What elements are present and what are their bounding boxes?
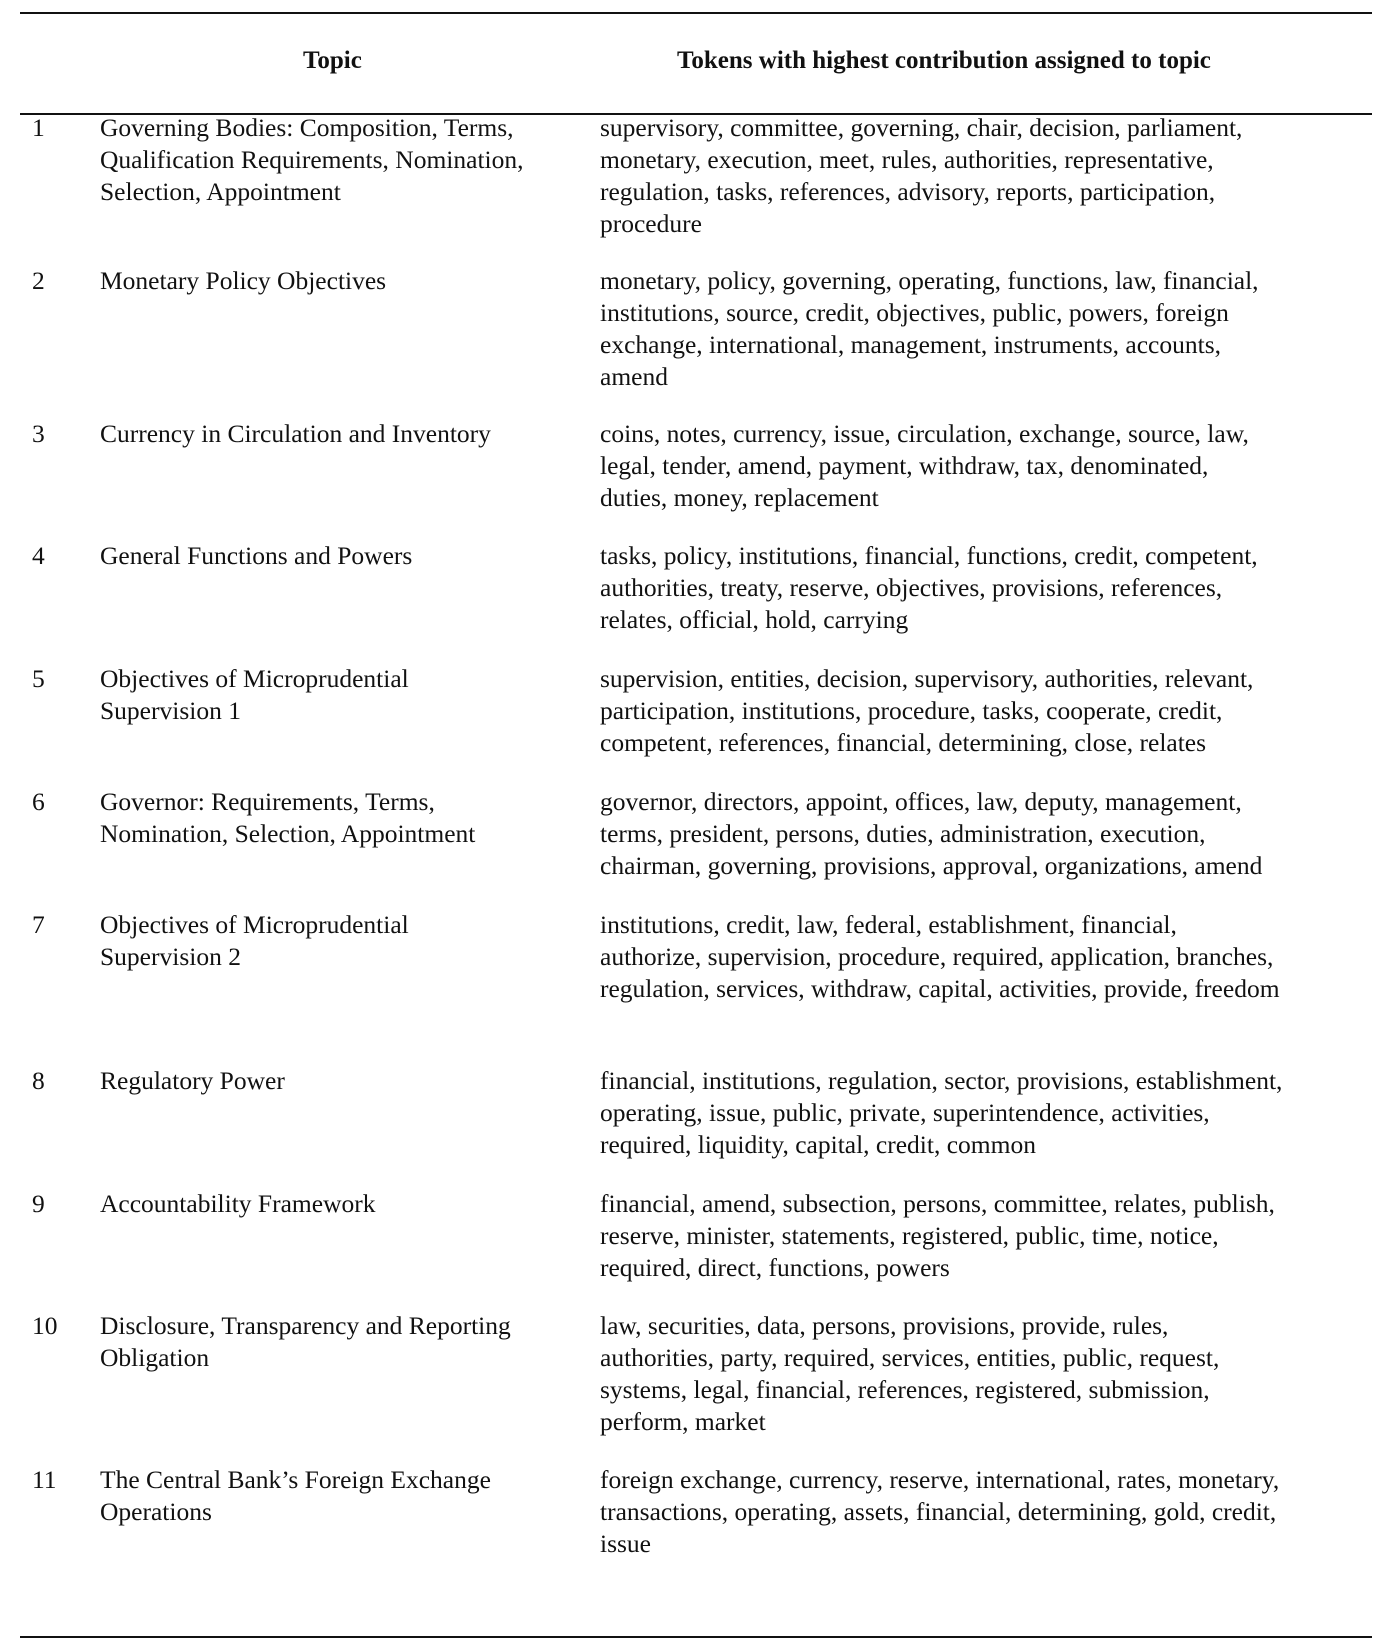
topic-number: 11 [32, 1465, 57, 1494]
topic-name: General Functions and Powers [100, 541, 413, 570]
topic-name: Objectives of Microprudential Supervision 2 [100, 910, 409, 971]
topic-tokens: monetary, policy, governing, operating, functions, law, financial, institutions, source, credit, objectives, public, powers, foreign exchange, international, management, instruments, accounts, amend [600, 266, 1259, 391]
topic-number: 10 [32, 1311, 58, 1340]
topic-name: Governor: Requirements, Terms, Nomination, Selection, Appointment [100, 787, 476, 848]
topic-name: Objectives of Microprudential Supervision 1 [100, 664, 409, 725]
topic-tokens: supervision, entities, decision, supervisory, authorities, relevant, participation, institutions, procedure, tasks, cooperate, credit, competent, references, financial, determining, close, relates [600, 664, 1254, 757]
header-tokens: Tokens with highest contribution assigned to topic [677, 47, 1211, 74]
table-top-rule [20, 12, 1372, 14]
topic-name: The Central Bank’s Foreign Exchange Operations [100, 1465, 491, 1526]
topic-number: 1 [32, 113, 45, 142]
header-topic: Topic [303, 47, 362, 74]
topic-name: Disclosure, Transparency and Reporting Obligation [100, 1311, 511, 1372]
topic-number: 5 [32, 664, 45, 693]
topic-tokens: institutions, credit, law, federal, establishment, financial, authorize, supervision, procedure, required, application, branches, regulation, services, withdraw, capital, activities, provide, freedom [600, 910, 1280, 1003]
topic-tokens: foreign exchange, currency, reserve, international, rates, monetary, transactions, operating, assets, financial, determining, gold, credit, issue [600, 1465, 1280, 1558]
topic-name: Regulatory Power [100, 1066, 285, 1095]
topic-tokens: coins, notes, currency, issue, circulation, exchange, source, law, legal, tender, amend, payment, withdraw, tax, denominated, duties, money, replacement [600, 419, 1249, 512]
topic-name: Monetary Policy Objectives [100, 266, 387, 295]
topic-number: 2 [32, 266, 45, 295]
topic-name: Accountability Framework [100, 1189, 376, 1218]
topic-number: 6 [32, 787, 45, 816]
topic-tokens: governor, directors, appoint, offices, law, deputy, management, terms, president, persons, duties, administration, execution, chairman, governing, provisions, approval, organizations, amend [600, 787, 1263, 880]
topic-number: 9 [32, 1189, 45, 1218]
table-bottom-rule [20, 1636, 1372, 1638]
topic-tokens: financial, institutions, regulation, sector, provisions, establishment, operating, issue, public, private, superintendence, activities, required, liquidity, capital, credit, common [600, 1066, 1283, 1159]
topic-tokens: tasks, policy, institutions, financial, functions, credit, competent, authorities, treaty, reserve, objectives, provisions, references, relates, official, hold, carrying [600, 541, 1258, 634]
topic-name: Currency in Circulation and Inventory [100, 419, 491, 448]
topic-number: 8 [32, 1066, 45, 1095]
topic-tokens: law, securities, data, persons, provisions, provide, rules, authorities, party, required, services, entities, public, request, systems, legal, financial, references, registered, submission, perform, market [600, 1311, 1220, 1436]
topic-number: 3 [32, 419, 45, 448]
topic-name: Governing Bodies: Composition, Terms, Qualification Requirements, Nomination, Selection, Appointment [100, 113, 524, 206]
topic-tokens: financial, amend, subsection, persons, committee, relates, publish, reserve, minister, statements, registered, public, time, notice, required, direct, functions, powers [600, 1189, 1275, 1282]
topic-tokens: supervisory, committee, governing, chair, decision, parliament, monetary, execution, meet, rules, authorities, representative, regulation, tasks, references, advisory, reports, participation, procedure [600, 113, 1243, 238]
topic-number: 7 [32, 910, 45, 939]
topic-number: 4 [32, 541, 45, 570]
